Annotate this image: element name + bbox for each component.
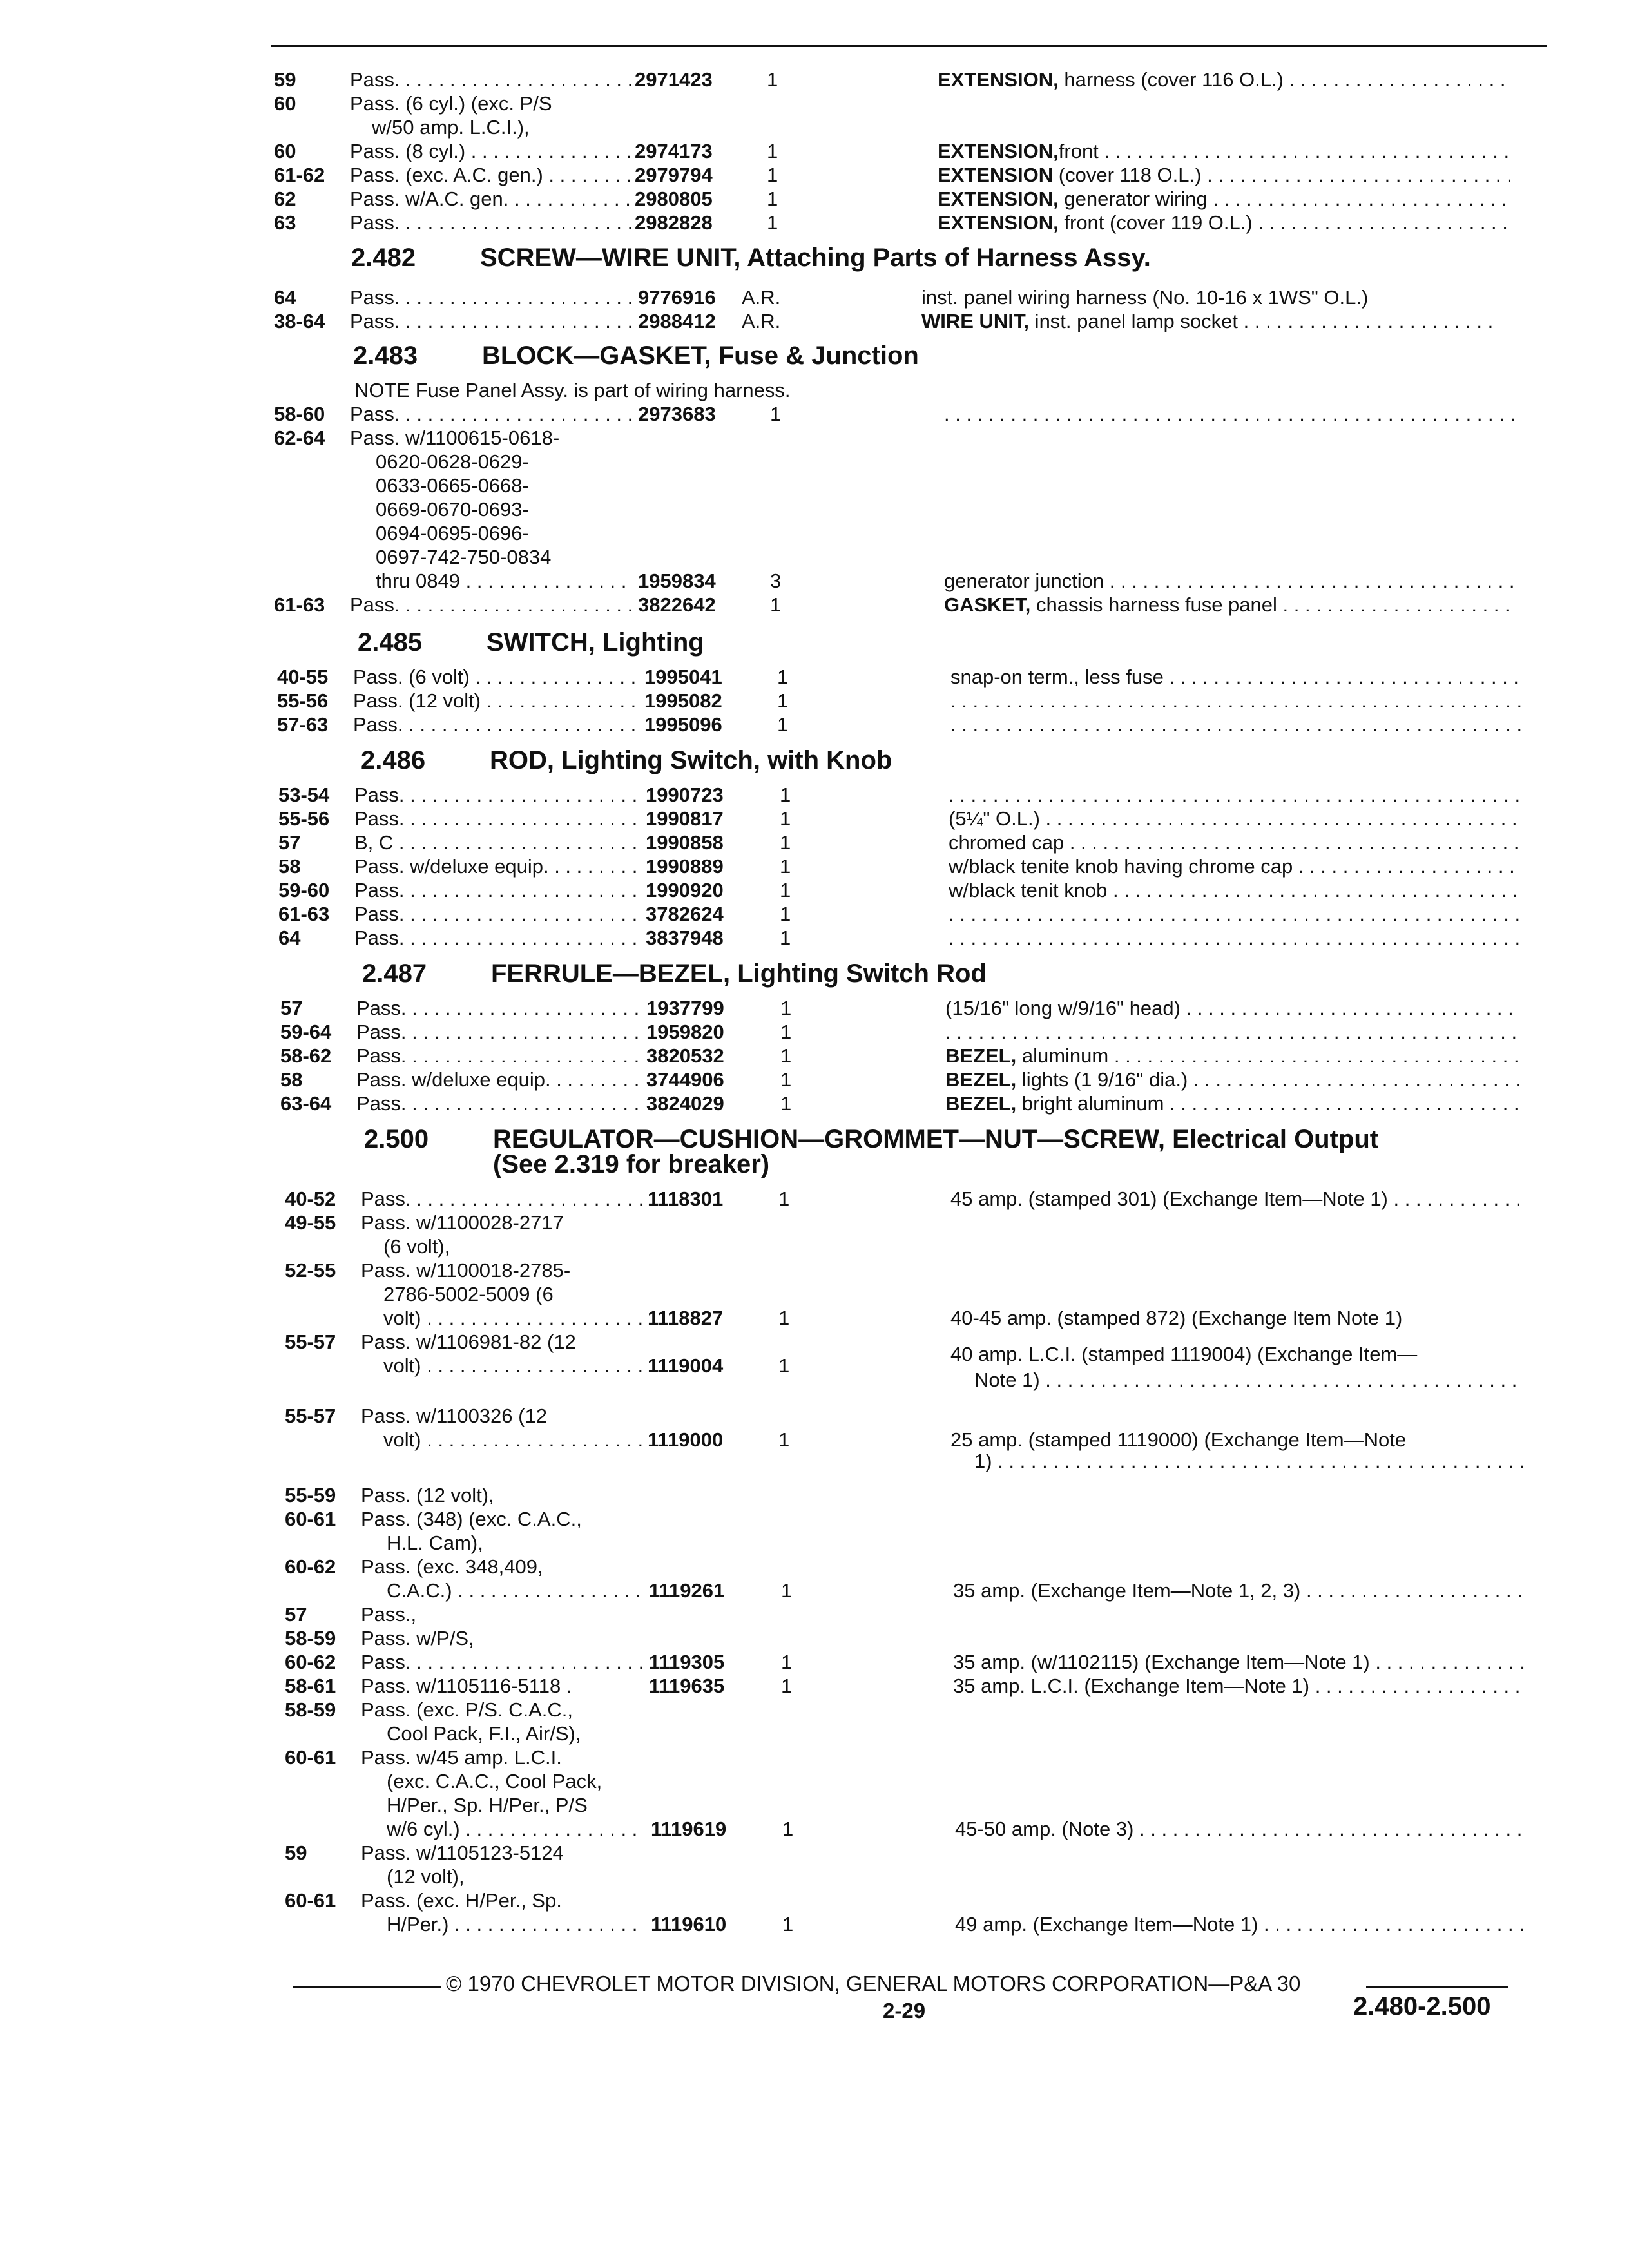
desc-continuation: 0620-0628-0629- [376, 450, 529, 473]
desc-continuation: 0633-0665-0668- [376, 474, 529, 497]
desc-continuation: 0697-742-750-0834 [376, 546, 552, 568]
desc-continuation: 0694-0695-0696- [376, 522, 529, 544]
page-range: 2.480-2.500 [1353, 1992, 1491, 2021]
desc-continuation: (6 volt), [383, 1235, 450, 1258]
section-heading: 2.483 BLOCK—GASKET, Fuse & Junction [353, 341, 919, 370]
top-rule [271, 45, 1547, 47]
desc-continuation: w/50 amp. L.C.I.), [372, 116, 530, 139]
catalog-page: 59 Pass. . . . 2971423 1 EXTENSION, harness (cover 116 O.L.) . . . 60 Pass. (6 cyl.) (exc. P/S w/50 amp. L.C.I.), 60 Pass. (8 cyl.) . . . 2974173 1 EXTENSION,front . . . 61-62 Pass. (exc. A.C. gen.) . . . 2979794 1 EXTENSION (cover 118 O.L.) . . . 62 Pass. w/A.C. gen. . . . 2980805 1 EXTENSION, generator wiring . . . 63 Pass. . . . 2982828 1 EXTENSION, front (cover 119 O.L.) . . . 2.482 SCREW—WIRE UNIT, Attaching Parts of Harness Assy. 64 Pass. . . . 9776916 A.R. inst. panel wiring harness (No. 10-16 x 1WS" O.L.) 38-64 Pass. . . . 2988412 A.R. WIRE UNIT, inst. panel lamp socket . . . 2.483 BLOCK—GASKET, Fuse & Junction NOTE Fuse Panel Assy. is part of wiring harness. 58-60 Pass. . . . 2973683 1 . . . 62-64 Pass. w/1100615-0618- 0620-0628-0629- 0633-0665-0668- 0669-0670-0693- 0694-0695-0696- 0697-742-750-0834 thru 0849 . . . 1959834 3 generator junction . . . 61-63 Pass. . . . 3822642 1 GASKET, chassis harness fuse panel . . . 2.485 SWITCH, Lighting 40-55 Pass. (6 volt) . . . 1995041 1 snap-on term., less fuse . . . 55-56 Pass. (12 volt) . . . 1995082 1 . . . 57-63 Pass. . . . 1995096 1 . . . 2.486 ROD, Lighting Switch, with Knob 53-54 Pass. . . . 1990723 1 . . . 55-56 Pass. . . . 1990817 1 (5¼" O.L.) . . . 57 B, C . . . 1990858 1 chromed cap . . . 58 Pass. w/deluxe equip. . . . 1990889 1 w/black tenite knob having chrome cap . . . 59-60 Pass. . . . 1990920 1 w/black tenit knob . . . 61-63 Pass. . . . 3782624 1 . . . 64 Pass. . . . 3837948 1 . . . 2.487 FERRULE—BEZEL, Lighting Switch Rod 57 Pass. . . . 1937799 1 (15/16" long w/9/16" head) . . . 59-64 Pass. . . . 1959820 1 . . . 58-62 Pass. . . . 3820532 1 BEZEL, aluminum . . . 58 Pass. w/deluxe equip. . . . 3744906 1 BEZEL, lights (1 9/16" dia.) . . . 63-64 Pass. . . . 3824029 1 BEZEL, bright aluminum . . . 2.500 REGULATOR—CUSHION—GROMMET—NUT—SCREW, Electrical Output (See 2.319 for breaker) 40-52 Pass. . . . 1118301 1 45 amp. (stamped 301) (Exchange Item—Note 1) . . . 49-55 Pass. w/1100028-2717 (6 volt), 52-55 Pass. w/1100018-2785- 2786-5002-5009 (6 volt) . . . 1118827 1 40-45 amp. (stamped 872) (Exchange Item Note 1) 55-57 Pass. w/1106981-82 (12 volt) . . . 1119004 1 40 amp. L.C.I. (stamped 1119004) (Exchange Item— Note 1) . . . 55-57 Pass. w/1100326 (12 volt) . . . 1119000 1 25 amp. (stamped 1119000) (Exchange Item—Note 1) . . . 55-59 Pass. (12 volt), 60-61 Pass. (348) (exc. C.A.C., H.L. Cam), 60-62 Pass. (exc. 348,409, C.A.C.) . . . 1119261 1 35 amp. (Exchange Item—Note 1, 2, 3) . . . 57 Pass., 58-59 Pass. w/P/S, 60-62 Pass. . . . 1119305 1 35 amp. (w/1102115) (Exchange Item—Note 1) . . . 58-61 Pass. w/1105116-5118 . 1119635 1 35 amp. L.C.I. (Exchange Item—Note 1) . . . 58-59 Pass. (exc. P/S. C.A.C., Cool Pack, F.I., Air/S), 60-61 Pass. w/45 amp. L.C.I. (exc. C.A.C., Cool Pack, H/Per., Sp. H/Per., P/S w/6 cyl.) . . . 1119619 1 45-50 amp. (Note 3) . . . 59 Pass. w/1105123-5124 (12 volt), 60-61 Pass. (exc. H/Per., Sp. H/Per.) . . . 1119610 1 49 amp. (Exchange Item—Note 1) . . . © 1970 CHEVROLET MOTOR DIVISION, GENERAL MOTORS CORPORATION—P&A 30 2-29 2.480-2.500 [0, 0, 1629, 2268]
section-heading: 2.482 SCREW—WIRE UNIT, Attaching Parts of Harness Assy. [351, 244, 1151, 272]
section-heading: 2.487 FERRULE—BEZEL, Lighting Switch Rod [362, 959, 987, 988]
desc-continuation: H.L. Cam), [387, 1532, 483, 1554]
desc-continuation: 2786-5002-5009 (6 [383, 1283, 554, 1305]
footer-rule-left [293, 1986, 441, 1988]
desc-continuation: H/Per., Sp. H/Per., P/S [387, 1794, 588, 1816]
section-subtitle: (See 2.319 for breaker) [493, 1150, 770, 1178]
page-number: 2-29 [883, 1999, 926, 2023]
section-note: NOTE Fuse Panel Assy. is part of wiring harness. [354, 379, 791, 401]
footer-rule-right [1366, 1986, 1508, 1988]
desc-continuation: 0669-0670-0693- [376, 498, 529, 521]
desc-continuation: (12 volt), [387, 1865, 465, 1888]
desc-continuation: (exc. C.A.C., Cool Pack, [387, 1770, 602, 1792]
section-heading: 2.500 REGULATOR—CUSHION—GROMMET—NUT—SCREW, Electrical Output [364, 1125, 1379, 1153]
section-heading: 2.485 SWITCH, Lighting [358, 628, 704, 657]
footer-copyright: © 1970 CHEVROLET MOTOR DIVISION, GENERAL MOTORS CORPORATION—P&A 30 [446, 1972, 1301, 1995]
desc-continuation: Cool Pack, F.I., Air/S), [387, 1722, 581, 1745]
section-heading: 2.486 ROD, Lighting Switch, with Knob [361, 746, 892, 774]
